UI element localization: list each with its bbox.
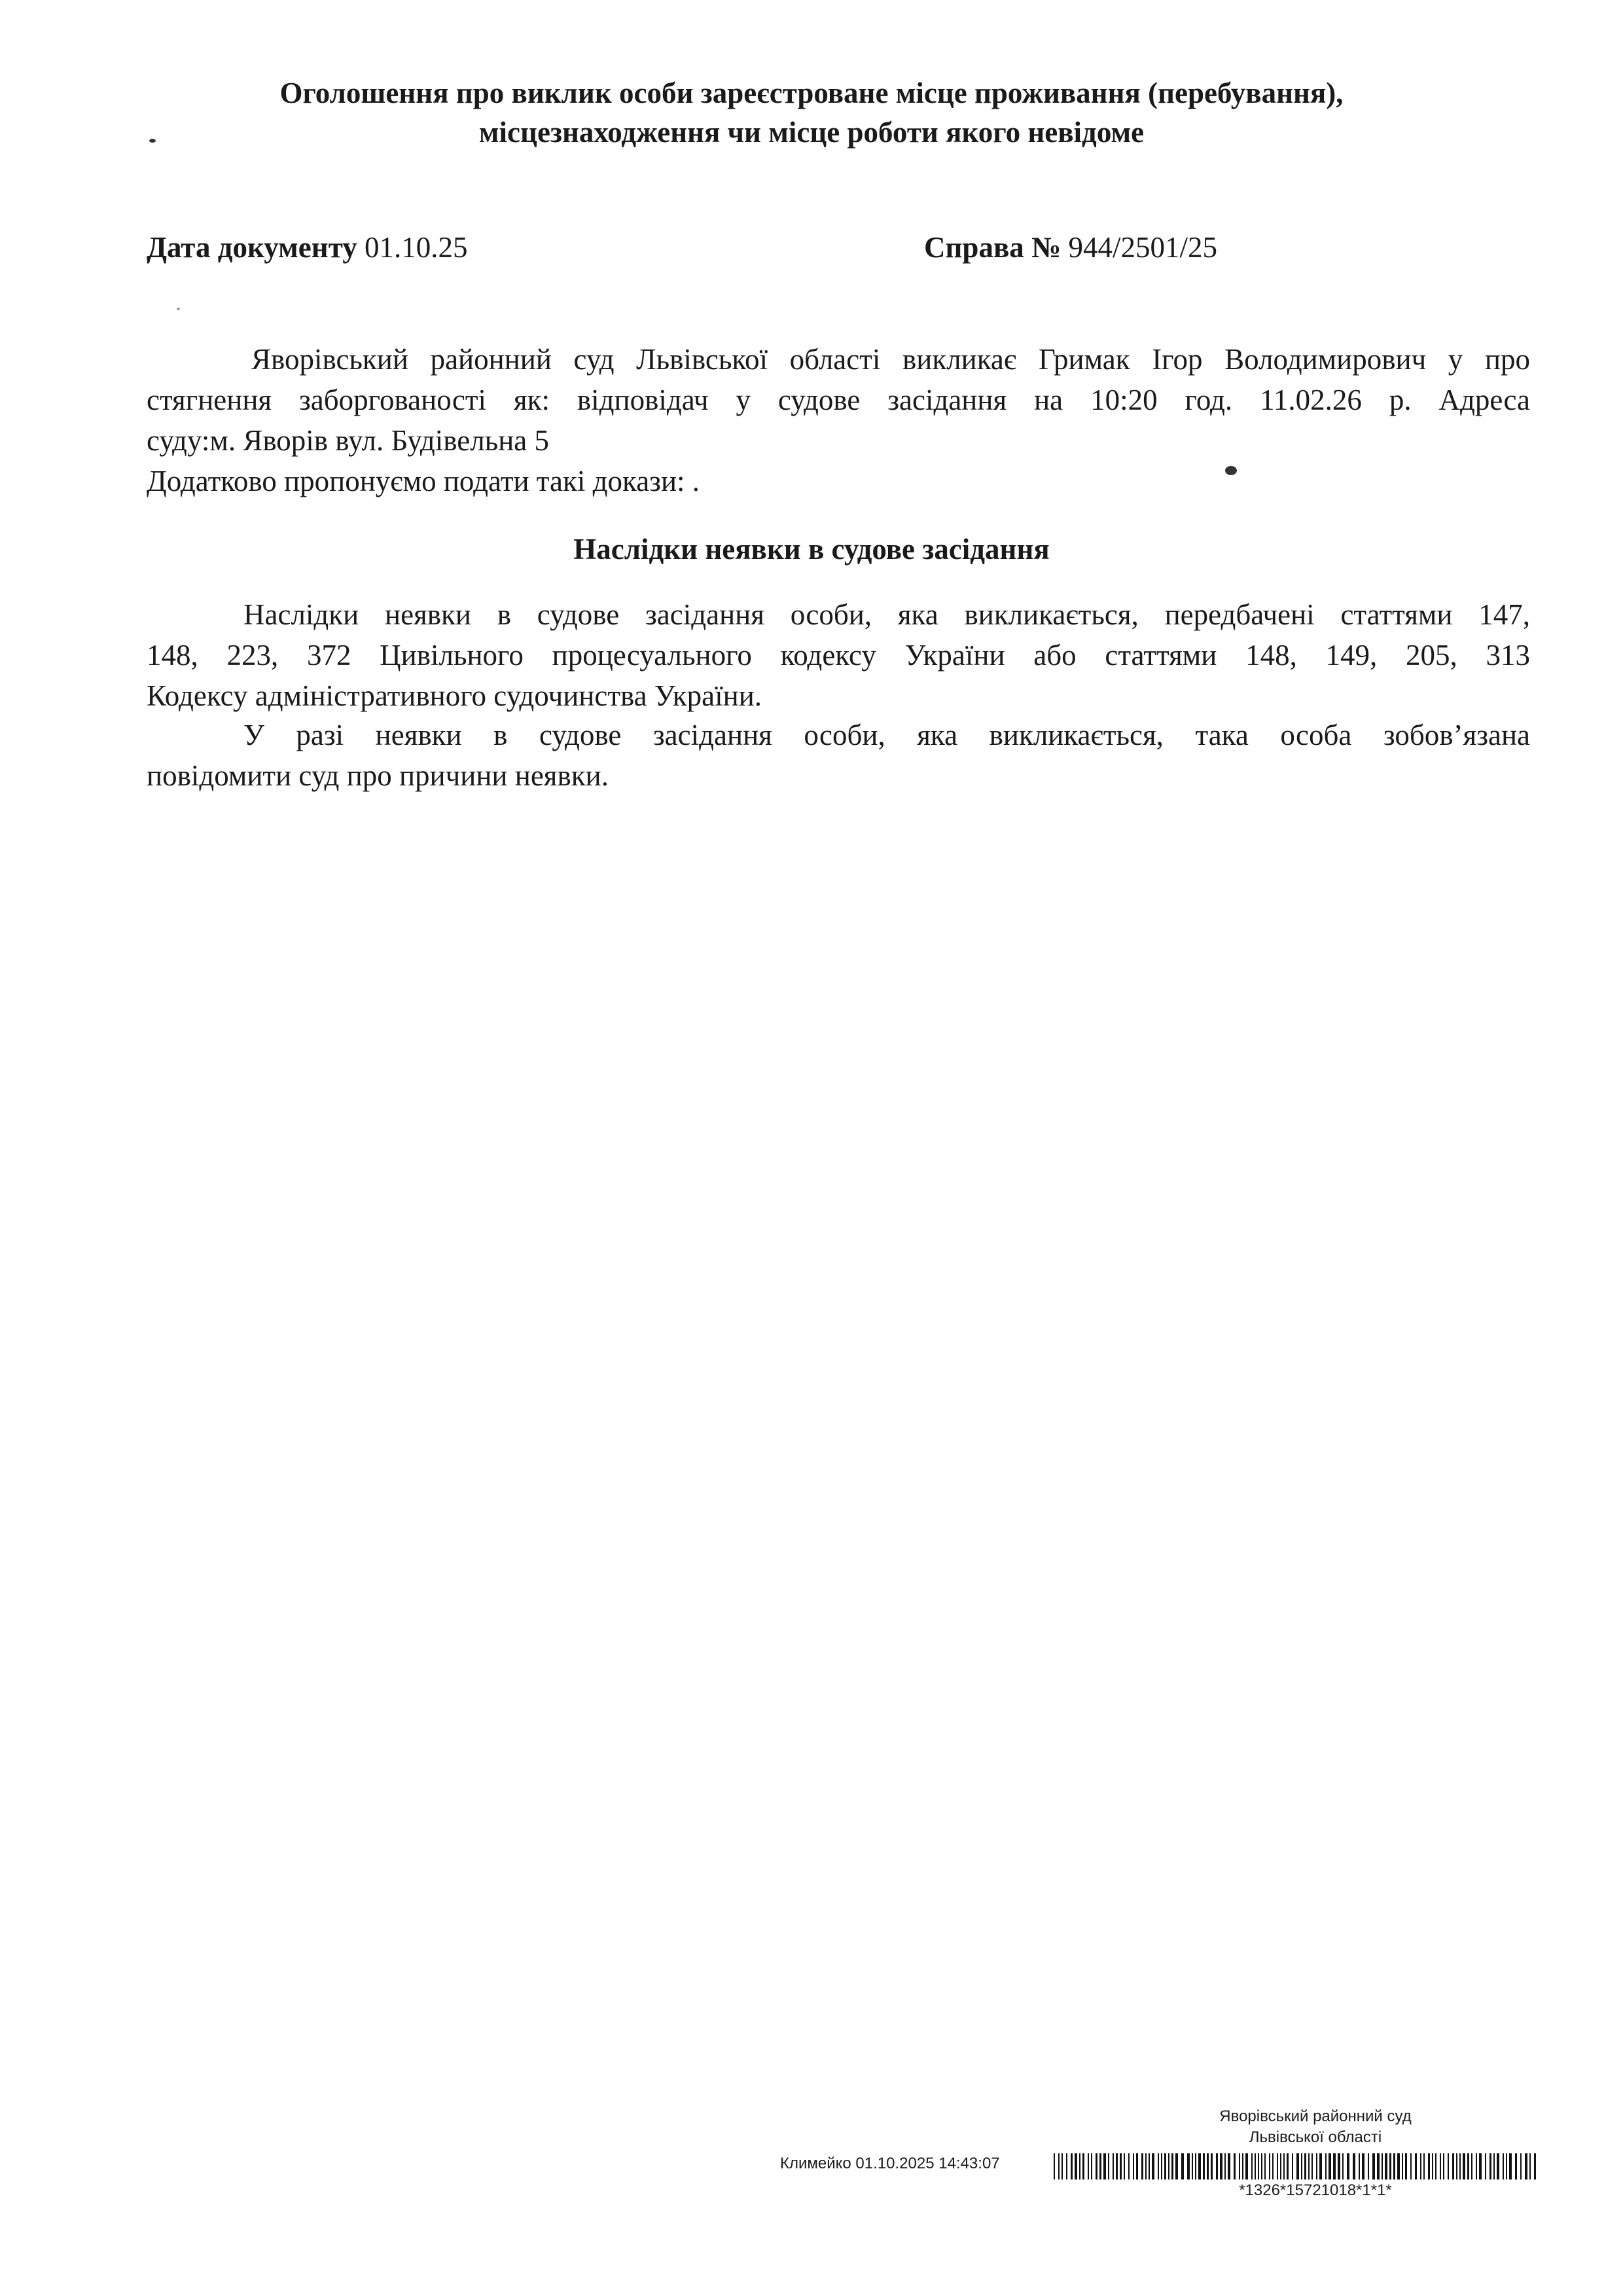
barcode-bar (1329, 2153, 1331, 2179)
barcode-bar (1171, 2153, 1173, 2179)
barcode-bar (1435, 2153, 1436, 2179)
barcode-bar (1402, 2153, 1403, 2179)
barcode-bar (1393, 2153, 1395, 2179)
barcode-bar (1136, 2153, 1138, 2179)
barcode-bar (1113, 2153, 1114, 2179)
court-stamp-line-1: Яворівський районний суд (1219, 2108, 1412, 2125)
case-value: 944/2501/25 (1068, 231, 1217, 264)
barcode-bar (1497, 2153, 1499, 2179)
barcode-bar (1269, 2153, 1270, 2179)
barcode-bar (1255, 2153, 1256, 2179)
barcode-bar (1423, 2153, 1425, 2179)
barcode-bar (1520, 2153, 1522, 2179)
barcode-bar (1333, 2153, 1336, 2179)
barcode-bar (1181, 2153, 1184, 2179)
barcode-bar (1515, 2153, 1517, 2179)
barcode-bar (1161, 2153, 1162, 2179)
barcode-bar (1448, 2153, 1449, 2179)
barcode-bar (1145, 2153, 1147, 2179)
consequences-line-2: 148, 223, 372 Цивільного процесуального кодексу України або статтями 148, 149, 205, 313 (147, 639, 1530, 672)
barcode-bar (1476, 2153, 1477, 2179)
barcode-bar (1071, 2153, 1073, 2179)
barcode-bar (1353, 2153, 1355, 2179)
barcode-bar (1128, 2153, 1130, 2179)
barcode-bar (1420, 2153, 1421, 2179)
barcode-bar (1485, 2153, 1486, 2179)
barcode-bar (1382, 2153, 1383, 2179)
barcode-bar (1440, 2153, 1441, 2179)
barcode-bar (1506, 2153, 1507, 2179)
obligation-line-1: У разі неявки в судове засідання особи, яка викликається, така особа зобов’язана (243, 719, 1530, 751)
barcode-bar (1277, 2153, 1278, 2179)
barcode-bar (1075, 2153, 1077, 2179)
barcode-bar (1207, 2153, 1209, 2179)
scan-speck (1225, 466, 1237, 475)
barcode-bar (1168, 2153, 1169, 2179)
barcode-bar (1258, 2153, 1259, 2179)
barcode-bar (1152, 2153, 1154, 2179)
barcode-bar (1316, 2153, 1317, 2179)
barcode-bar (1283, 2153, 1285, 2179)
barcode-bar (1397, 2153, 1400, 2179)
barcode-bar (1509, 2153, 1512, 2179)
barcode-bar (1187, 2153, 1190, 2179)
barcode-bar (1405, 2153, 1407, 2179)
barcode-bar (1079, 2153, 1080, 2179)
barcode-bar (1108, 2153, 1109, 2179)
consequences-paragraph (147, 594, 1530, 716)
barcode-bar (1158, 2153, 1159, 2179)
barcode-bar (1220, 2153, 1222, 2179)
scan-speck (149, 139, 156, 143)
barcode-bar (1133, 2153, 1134, 2179)
barcode-bar (1493, 2153, 1495, 2179)
barcode-bar (1124, 2153, 1125, 2179)
barcode-bar (1410, 2153, 1412, 2179)
signer-datetime: Климейко 01.10.2025 14:43:07 (780, 2155, 1000, 2172)
summons-line-3: суду:м. Яворів вул. Будівельна 5 (147, 424, 549, 457)
barcode-bar (1311, 2153, 1313, 2179)
barcode-bar (1443, 2153, 1444, 2179)
barcode-bar (1203, 2153, 1205, 2179)
barcode-bar (1362, 2153, 1364, 2179)
scan-speck (177, 308, 180, 310)
court-stamp (1178, 2106, 1453, 2148)
barcode (1054, 2153, 1538, 2179)
barcode-bar (1325, 2153, 1327, 2179)
barcode-bar (1195, 2153, 1196, 2179)
summons-line-1: Яворівський районний суд Львівської області викликає Гримак Ігор Володимирович у про (251, 343, 1530, 376)
barcode-bar (1359, 2153, 1360, 2179)
consequences-line-1: Наслідки неявки в судове засідання особи, яка викликається, передбачені статтями 147, (243, 598, 1530, 631)
barcode-bar (1292, 2153, 1293, 2179)
barcode-bar (1428, 2153, 1430, 2179)
barcode-bar (1489, 2153, 1491, 2179)
barcode-bar (1280, 2153, 1281, 2179)
barcode-bar (1385, 2153, 1387, 2179)
summons-line-2: стягнення заборгованості як: відповідач у судове засідання на 10:20 год. 11.02.26 р. Адреса (147, 384, 1530, 416)
barcode-bar (1287, 2153, 1289, 2179)
barcode-bar (1198, 2153, 1201, 2179)
consequences-line-3: Кодексу адміністративного судочинства України. (147, 679, 762, 712)
barcode-bar (1088, 2153, 1089, 2179)
case-number (924, 230, 1217, 264)
barcode-bar (1149, 2153, 1150, 2179)
barcode-bar (1377, 2153, 1380, 2179)
barcode-bar (1415, 2153, 1417, 2179)
barcode-code: *1326*15721018*1*1* (1239, 2181, 1392, 2199)
barcode-bar (1347, 2153, 1349, 2179)
barcode-bar (1245, 2153, 1248, 2179)
barcode-bar (1216, 2153, 1218, 2179)
barcode-bar (1058, 2153, 1060, 2179)
barcode-bar (1308, 2153, 1310, 2179)
barcode-bar (1061, 2153, 1063, 2179)
barcode-bar (1452, 2153, 1454, 2179)
barcode-bar (1228, 2153, 1230, 2179)
barcode-bar (1239, 2153, 1240, 2179)
barcode-bar (1242, 2153, 1243, 2179)
barcode-bar (1338, 2153, 1340, 2179)
barcode-bar (1192, 2153, 1193, 2179)
barcode-bar (1467, 2153, 1469, 2179)
date-label: Дата документу (147, 231, 357, 264)
section-title: Наслідки неявки в судове засідання (573, 533, 1050, 565)
obligation-line-2: повідомити суд про причини неявки. (147, 759, 609, 792)
case-label: Справа № (924, 231, 1061, 264)
barcode-bar (1456, 2153, 1457, 2179)
barcode-bar (1529, 2153, 1531, 2179)
barcode-bar (1264, 2153, 1266, 2179)
barcode-bar (1251, 2153, 1253, 2179)
barcode-bar (1211, 2153, 1213, 2179)
barcode-bar (1301, 2153, 1302, 2179)
barcode-bar (1471, 2153, 1472, 2179)
barcode-bar (1234, 2153, 1236, 2179)
barcode-bar (1096, 2153, 1097, 2179)
barcode-bar (1534, 2153, 1536, 2179)
summons-paragraph (147, 339, 1530, 461)
barcode-bar (1463, 2153, 1465, 2179)
barcode-bar (1175, 2153, 1178, 2179)
barcode-bar (1372, 2153, 1375, 2179)
barcode-bar (1141, 2153, 1143, 2179)
barcode-bar (1099, 2153, 1101, 2179)
barcode-bar (1272, 2153, 1274, 2179)
barcode-bar (1304, 2153, 1306, 2179)
barcode-bar (1368, 2153, 1369, 2179)
barcode-bar (1103, 2153, 1106, 2179)
barcode-bar (1091, 2153, 1092, 2179)
title-line-2: місцезнаходження чи місце роботи якого невідоме (478, 116, 1145, 149)
barcode-bar (1432, 2153, 1433, 2179)
obligation-paragraph (147, 715, 1530, 796)
barcode-bar (1054, 2153, 1055, 2179)
barcode-bar (1319, 2153, 1322, 2179)
barcode-bar (1116, 2153, 1118, 2179)
document-title (0, 73, 1623, 152)
barcode-bar (1479, 2153, 1482, 2179)
barcode-bar (1066, 2153, 1067, 2179)
barcode-bar (1120, 2153, 1122, 2179)
barcode-bar (1224, 2153, 1226, 2179)
barcode-bar (1261, 2153, 1262, 2179)
title-line-1: Оголошення про виклик особи зареєстроване місце проживання (перебування), (279, 77, 1344, 109)
court-stamp-line-2: Львівської області (1249, 2128, 1382, 2146)
barcode-bar (1082, 2153, 1084, 2179)
barcode-bar (1296, 2153, 1299, 2179)
barcode-bar (1459, 2153, 1461, 2179)
barcode-bar (1389, 2153, 1391, 2179)
barcode-bar (1342, 2153, 1344, 2179)
date-value: 01.10.25 (364, 231, 468, 264)
barcode-bar (1164, 2153, 1166, 2179)
barcode-bar (1503, 2153, 1504, 2179)
extra-evidence-line: Додатково пропонуємо подати такі докази: . (147, 465, 700, 497)
barcode-bar (1525, 2153, 1527, 2179)
document-date (147, 230, 467, 264)
